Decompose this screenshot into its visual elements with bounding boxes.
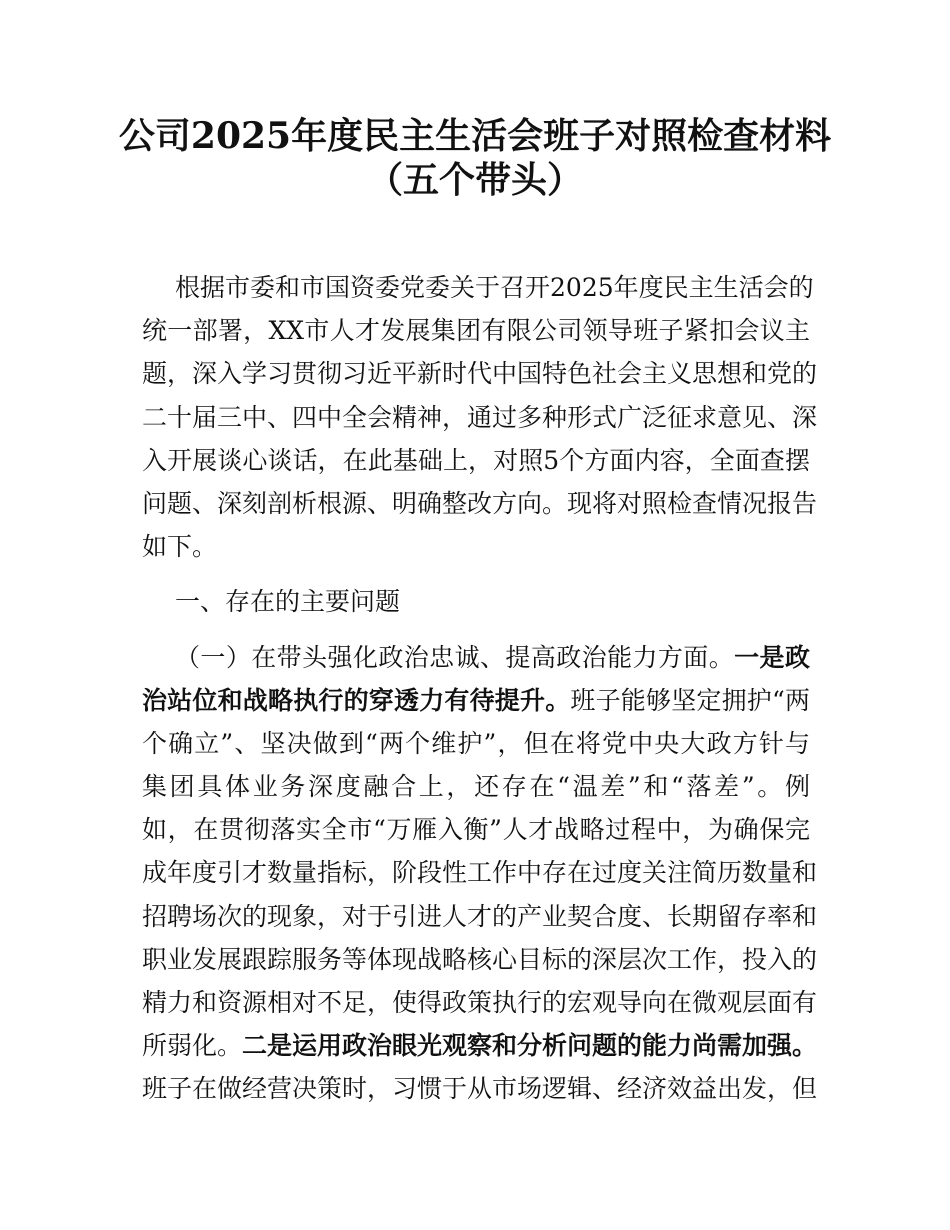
text-run: 根据市委和市国资委党委关于召开2025年度民主生活会的 xyxy=(175,273,814,302)
paragraph-line xyxy=(142,851,818,894)
text-run: 问题、深刻剖析根源、明确整改方向。现将对照检查情况报告 xyxy=(142,488,818,518)
paragraph-line xyxy=(142,938,818,981)
text-run: 班子在做经营决策时，习惯于从市场逻辑、经济效益出发，但 xyxy=(142,1074,818,1104)
spacer xyxy=(142,568,810,580)
paragraph-line xyxy=(142,396,818,439)
text-run: 如，在贯彻落实全市“万雁入衡”人才战略过程中，为确保完 xyxy=(142,815,810,845)
bold-text: 二是运用政治眼光观察和分析问题的能力尚需加强。 xyxy=(242,1031,818,1061)
text-run: 成年度引才数量指标，阶段性工作中存在过度关注简历数量和 xyxy=(142,858,818,888)
text-run: 一、存在的主要问题 xyxy=(175,587,401,617)
text-run: 集团具体业务深度融合上，还存在“温差”和“落差”。例 xyxy=(142,772,810,802)
document-title: 公司2025年度民主生活会班子对照检查材料 xyxy=(118,115,832,157)
bold-text: 治站位和战略执行的穿透力有待提升。 xyxy=(142,685,571,715)
paragraph-line xyxy=(142,482,818,525)
paragraph-line xyxy=(142,765,810,808)
text-run: 精力和资源相对不足，使得政策执行的宏观导向在微观层面有 xyxy=(142,988,818,1017)
paragraph-line xyxy=(142,1024,818,1067)
paragraph-line xyxy=(142,981,818,1024)
text-run: 招聘场次的现象，对于引进人才的产业契合度、长期留存率和 xyxy=(142,901,818,931)
paragraph-line xyxy=(142,636,810,679)
paragraph-line xyxy=(142,895,818,938)
document-subtitle: （五个带头） xyxy=(366,159,583,201)
text-run: （一）在带头强化政治忠诚、提高政治能力方面。 xyxy=(175,642,735,672)
paragraph-line xyxy=(142,266,814,309)
text-run: 题，深入学习贯彻习近平新时代中国特色社会主义思想和党的 xyxy=(142,359,818,389)
paragraph-line xyxy=(142,439,810,482)
paragraph-line xyxy=(142,309,810,352)
text-run: 个确立”、坚决做到“两个维护”，但在将党中央大政方针与 xyxy=(142,728,810,758)
paragraph-line xyxy=(142,679,810,722)
document-body xyxy=(142,266,818,1111)
text-run: 统一部署，XX市人才发展集团有限公司领导班子紧扣会议主 xyxy=(142,316,810,346)
section-heading xyxy=(142,580,810,623)
paragraph-line xyxy=(142,1067,818,1110)
text-run: 职业发展跟踪服务等体现战略核心目标的深层次工作，投入的 xyxy=(142,944,818,974)
paragraph-line xyxy=(142,722,810,765)
text-run: 所弱化。 xyxy=(142,1031,243,1061)
text-run: 班子能够坚定拥护“两 xyxy=(570,685,810,715)
paragraph-line xyxy=(142,352,818,395)
text-run: 二十届三中、四中全会精神，通过多种形式广泛征求意见、深 xyxy=(142,402,818,432)
paragraph-line xyxy=(142,808,810,851)
paragraph-line xyxy=(142,525,810,568)
text-run: 入开展谈心谈话，在此基础上，对照5个方面内容，全面查摆 xyxy=(142,445,810,475)
bold-text: 一是政 xyxy=(734,642,810,672)
spacer xyxy=(142,624,810,636)
text-run: 如下。 xyxy=(142,532,218,562)
